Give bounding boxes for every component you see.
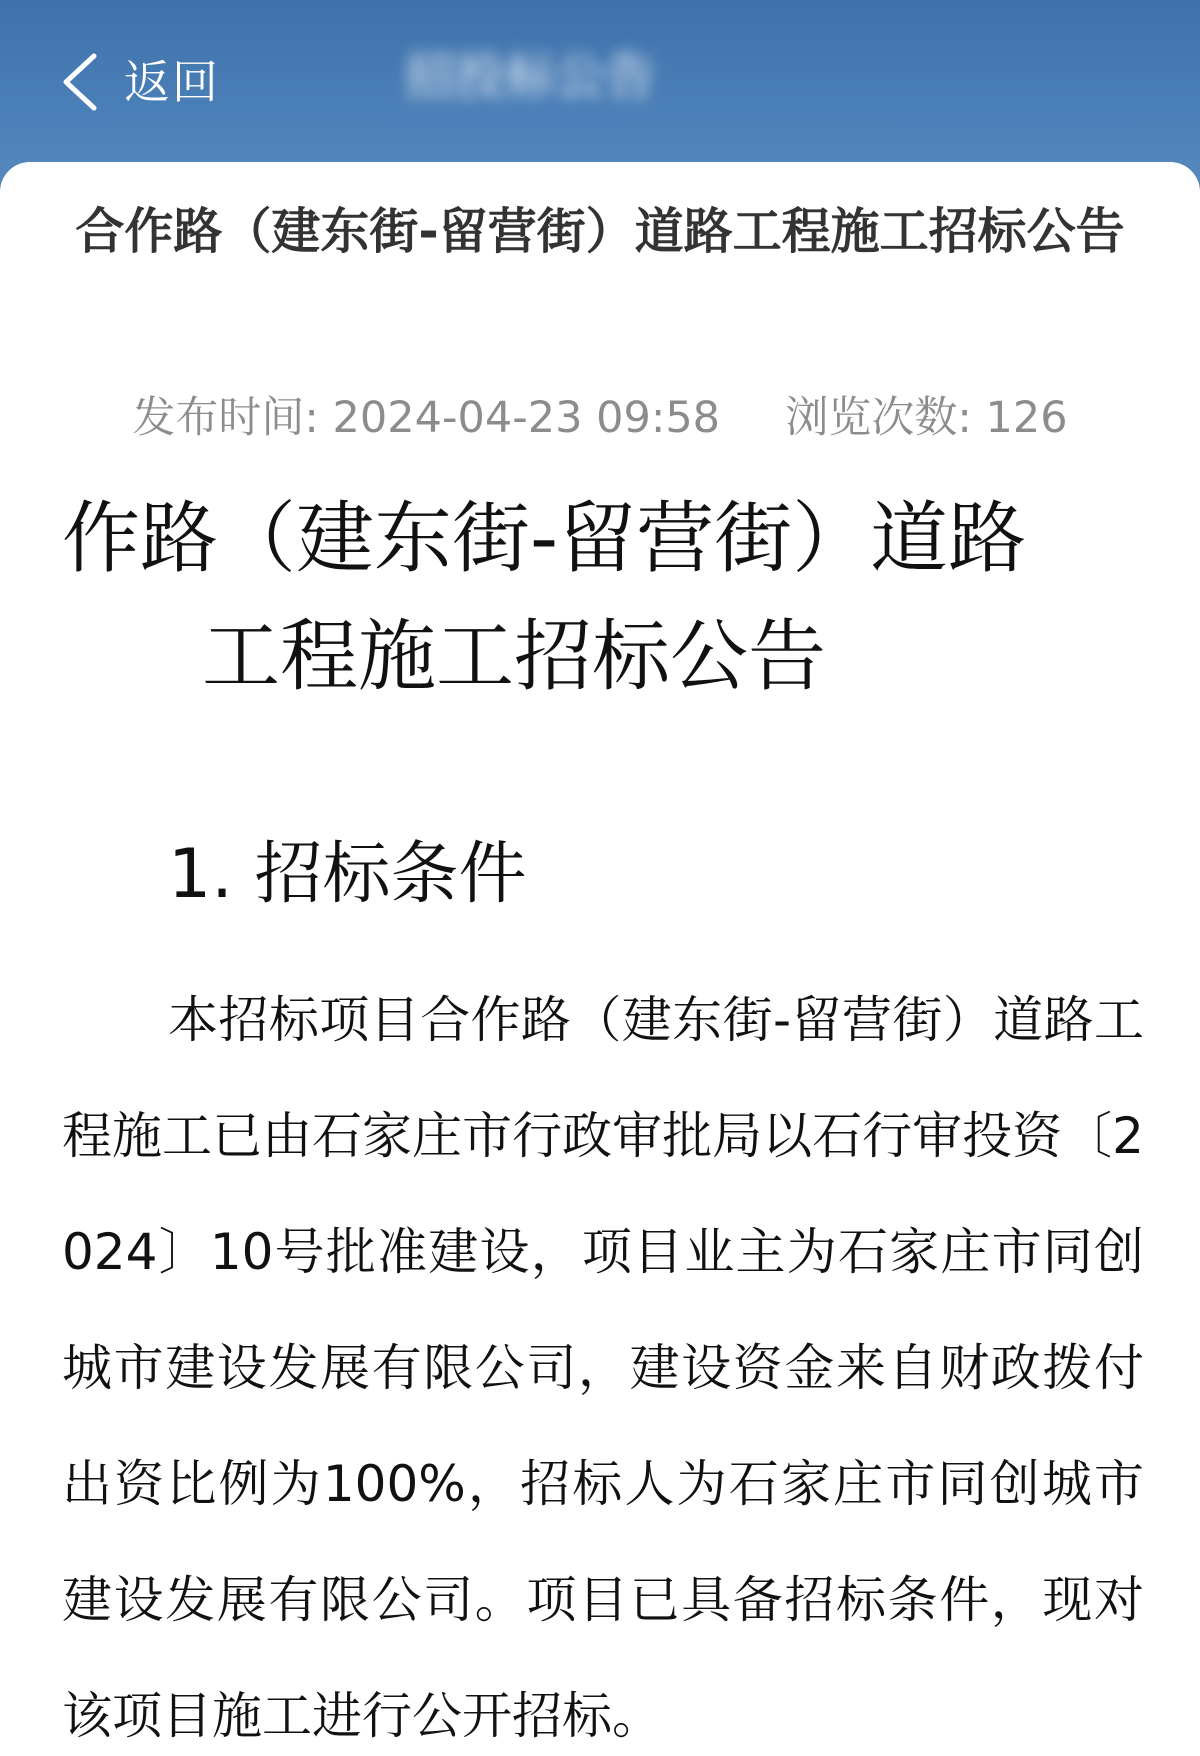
chevron-left-icon [58, 52, 102, 112]
document-title [62, 480, 1162, 716]
publish-time-value: 2024-04-23 09:58 [332, 393, 721, 443]
meta-line [0, 384, 1200, 445]
back-label: 返回 [124, 55, 220, 109]
document-title-line-2: 工程施工招标公告 [202, 612, 827, 702]
content-card [0, 162, 1200, 1756]
view-count-value: 126 [985, 393, 1068, 443]
header-title: 招投标公告 [405, 48, 655, 106]
view-count-label: 浏览次数: [785, 393, 972, 443]
section-heading: 1. 招标条件 [168, 835, 527, 914]
document-title-line-1: 作路（建东街-留营街）道路 [62, 494, 1027, 584]
notice-heading: 合作路（建东街-留营街）道路工程施工招标公告 [75, 203, 1125, 260]
body-paragraph: 本招标项目合作路（建东街-留营街）道路工程施工已由石家庄市行政审批局以石行审投资〔2024〕10号批准建设，项目业主为石家庄市同创城市建设发展有限公司，建设资金来自财政拨付出资比例为100%，招标人为石家庄市同创城市建设发展有限公司。项目已具备招标条件，现对该项目施工进行公开招标。 [62, 991, 1144, 1745]
publish-time-label: 发布时间: [132, 393, 319, 443]
back-button[interactable] [58, 42, 220, 122]
